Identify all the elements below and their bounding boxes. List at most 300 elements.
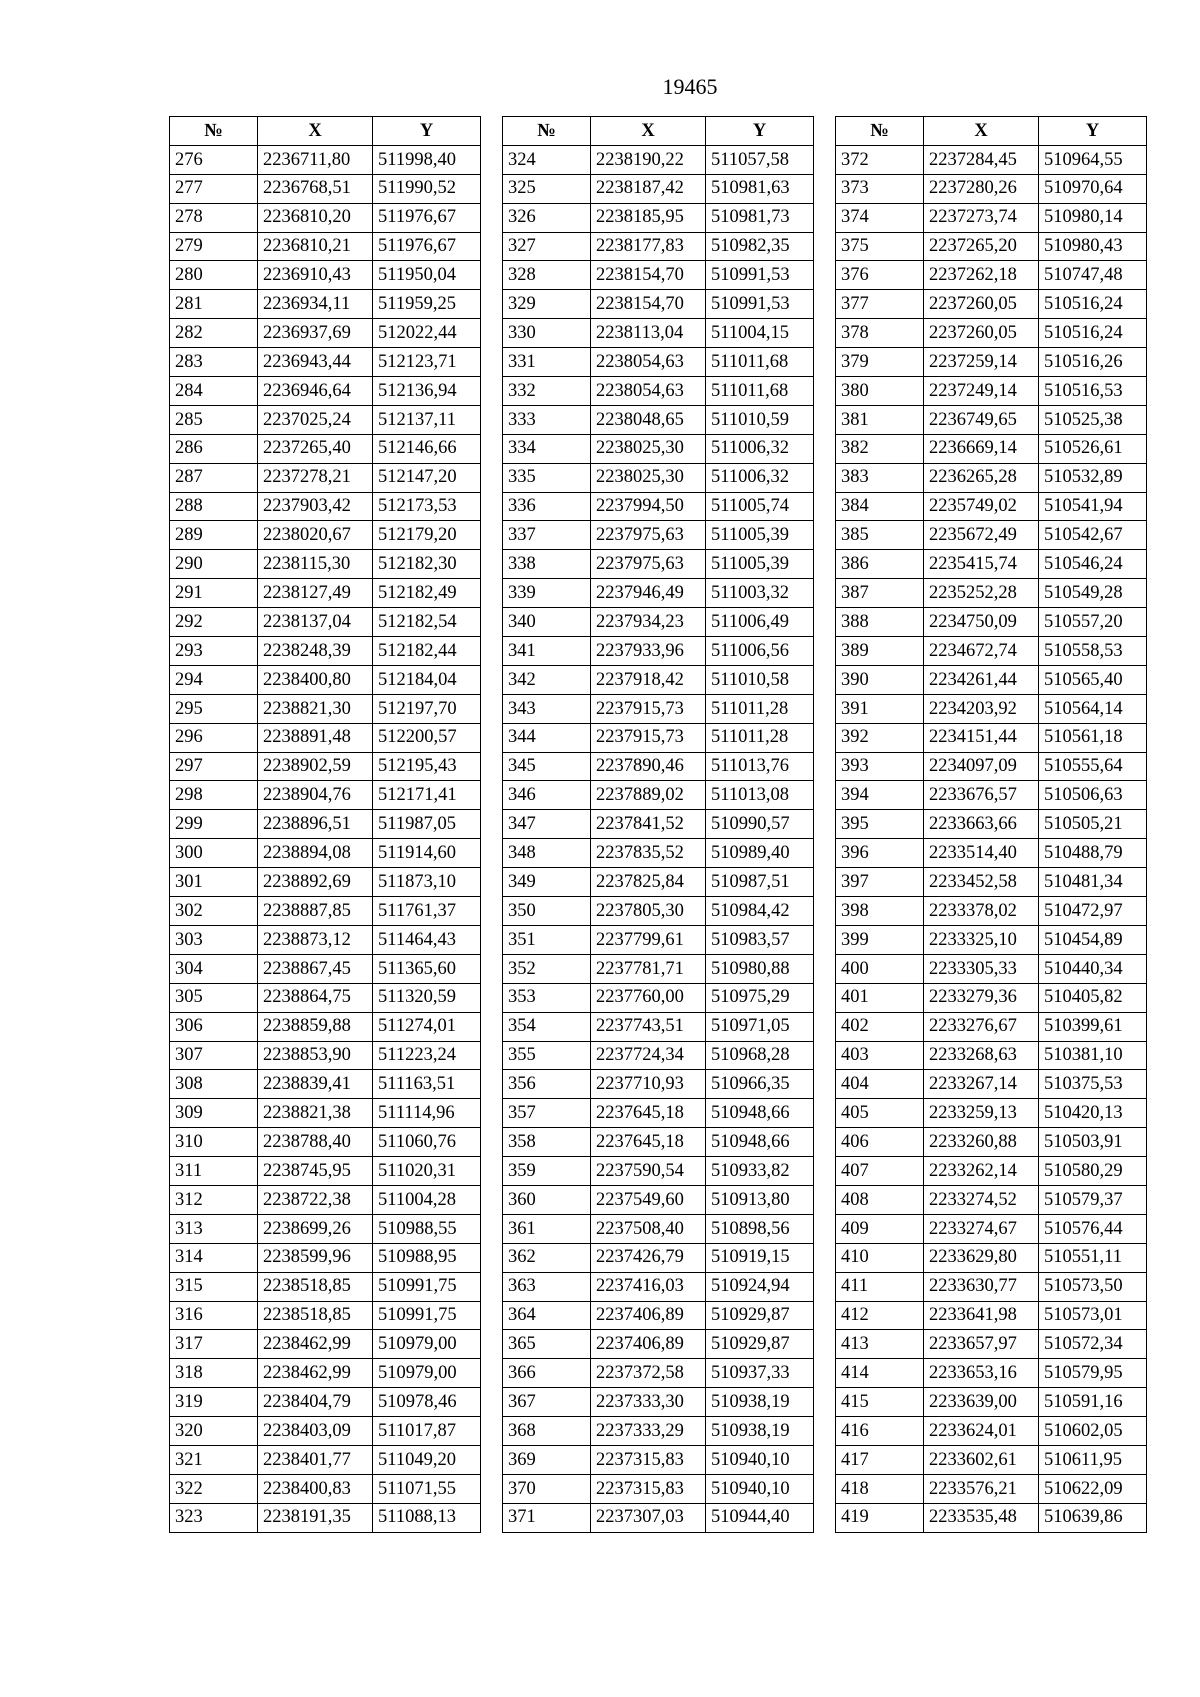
point-number-cell: 300 bbox=[170, 839, 258, 868]
point-number-cell: 333 bbox=[503, 405, 591, 434]
table-header-row bbox=[836, 117, 1147, 146]
x-coordinate-cell: 2233276,67 bbox=[924, 1012, 1039, 1041]
point-number-cell: 286 bbox=[170, 434, 258, 463]
y-coordinate-cell: 512182,30 bbox=[373, 550, 481, 579]
x-coordinate-cell: 2237805,30 bbox=[591, 897, 706, 926]
y-coordinate-cell: 512179,20 bbox=[373, 521, 481, 550]
point-number-cell: 366 bbox=[503, 1359, 591, 1388]
point-number-cell: 409 bbox=[836, 1214, 924, 1243]
y-coordinate-cell: 510454,89 bbox=[1039, 925, 1147, 954]
y-coordinate-cell: 511011,28 bbox=[706, 694, 814, 723]
table-row bbox=[836, 1330, 1147, 1359]
x-coordinate-cell: 2238185,95 bbox=[591, 203, 706, 232]
table-row bbox=[836, 925, 1147, 954]
point-number-cell: 383 bbox=[836, 463, 924, 492]
x-coordinate-cell: 2237406,89 bbox=[591, 1301, 706, 1330]
x-coordinate-cell: 2237315,83 bbox=[591, 1445, 706, 1474]
y-coordinate-cell: 510516,24 bbox=[1039, 290, 1147, 319]
y-coordinate-cell: 510565,40 bbox=[1039, 665, 1147, 694]
x-coordinate-cell: 2234203,92 bbox=[924, 694, 1039, 723]
y-coordinate-cell: 512171,41 bbox=[373, 781, 481, 810]
point-number-cell: 283 bbox=[170, 348, 258, 377]
y-coordinate-cell: 511004,28 bbox=[373, 1185, 481, 1214]
table-row bbox=[170, 868, 481, 897]
x-coordinate-cell: 2237249,14 bbox=[924, 377, 1039, 406]
table-row bbox=[503, 1388, 814, 1417]
x-coordinate-cell: 2237645,18 bbox=[591, 1128, 706, 1157]
y-coordinate-cell: 510989,40 bbox=[706, 839, 814, 868]
y-coordinate-cell: 511088,13 bbox=[373, 1503, 481, 1532]
table-row bbox=[503, 232, 814, 261]
table-row bbox=[836, 434, 1147, 463]
table-row bbox=[503, 261, 814, 290]
x-coordinate-cell: 2238904,76 bbox=[258, 781, 373, 810]
point-number-cell: 337 bbox=[503, 521, 591, 550]
y-coordinate-cell: 510580,29 bbox=[1039, 1157, 1147, 1186]
table-row bbox=[503, 290, 814, 319]
x-coordinate-cell: 2237934,23 bbox=[591, 608, 706, 637]
point-number-cell: 385 bbox=[836, 521, 924, 550]
y-coordinate-cell: 511365,60 bbox=[373, 954, 481, 983]
y-coordinate-cell: 510982,35 bbox=[706, 232, 814, 261]
table-row bbox=[503, 1272, 814, 1301]
y-coordinate-cell: 510472,97 bbox=[1039, 897, 1147, 926]
table-row bbox=[170, 1243, 481, 1272]
point-number-cell: 345 bbox=[503, 752, 591, 781]
x-coordinate-cell: 2235749,02 bbox=[924, 492, 1039, 521]
x-coordinate-cell: 2238864,75 bbox=[258, 983, 373, 1012]
x-coordinate-cell: 2233305,33 bbox=[924, 954, 1039, 983]
table-row bbox=[170, 1474, 481, 1503]
y-coordinate-cell: 510503,91 bbox=[1039, 1128, 1147, 1157]
y-coordinate-cell: 511011,68 bbox=[706, 348, 814, 377]
y-coordinate-cell: 510551,11 bbox=[1039, 1243, 1147, 1272]
table-row bbox=[503, 1157, 814, 1186]
point-number-cell: 352 bbox=[503, 954, 591, 983]
table-row bbox=[836, 608, 1147, 637]
table-row bbox=[503, 1214, 814, 1243]
x-coordinate-cell: 2237590,54 bbox=[591, 1157, 706, 1186]
x-coordinate-cell: 2237406,89 bbox=[591, 1330, 706, 1359]
table-row bbox=[836, 897, 1147, 926]
x-coordinate-cell: 2238054,63 bbox=[591, 348, 706, 377]
x-coordinate-cell: 2233259,13 bbox=[924, 1099, 1039, 1128]
x-coordinate-cell: 2238154,70 bbox=[591, 261, 706, 290]
y-coordinate-cell: 511017,87 bbox=[373, 1417, 481, 1446]
x-coordinate-cell: 2237994,50 bbox=[591, 492, 706, 521]
y-coordinate-cell: 510549,28 bbox=[1039, 579, 1147, 608]
table-row bbox=[503, 925, 814, 954]
table-row bbox=[170, 579, 481, 608]
y-coordinate-cell: 510747,48 bbox=[1039, 261, 1147, 290]
x-coordinate-cell: 2234097,09 bbox=[924, 752, 1039, 781]
x-coordinate-cell: 2238401,77 bbox=[258, 1445, 373, 1474]
x-coordinate-cell: 2238127,49 bbox=[258, 579, 373, 608]
table-row bbox=[503, 608, 814, 637]
table-row bbox=[170, 377, 481, 406]
x-coordinate-cell: 2233576,21 bbox=[924, 1474, 1039, 1503]
table-row bbox=[836, 319, 1147, 348]
y-coordinate-cell: 511320,59 bbox=[373, 983, 481, 1012]
y-coordinate-cell: 510591,16 bbox=[1039, 1388, 1147, 1417]
y-coordinate-cell: 512137,11 bbox=[373, 405, 481, 434]
table-row bbox=[503, 1185, 814, 1214]
y-coordinate-cell: 510405,82 bbox=[1039, 983, 1147, 1012]
y-coordinate-cell: 510987,51 bbox=[706, 868, 814, 897]
table-row bbox=[170, 1301, 481, 1330]
y-coordinate-cell: 512146,66 bbox=[373, 434, 481, 463]
x-coordinate-cell: 2233260,88 bbox=[924, 1128, 1039, 1157]
x-coordinate-cell: 2238839,41 bbox=[258, 1070, 373, 1099]
point-number-cell: 347 bbox=[503, 810, 591, 839]
coordinates-table-2 bbox=[502, 116, 814, 1533]
y-coordinate-cell: 512195,43 bbox=[373, 752, 481, 781]
x-coordinate-cell: 2236669,14 bbox=[924, 434, 1039, 463]
x-coordinate-cell: 2236937,69 bbox=[258, 319, 373, 348]
x-coordinate-cell: 2237933,96 bbox=[591, 637, 706, 666]
point-number-cell: 289 bbox=[170, 521, 258, 550]
table-row bbox=[836, 1012, 1147, 1041]
point-number-cell: 357 bbox=[503, 1099, 591, 1128]
x-coordinate-cell: 2238115,30 bbox=[258, 550, 373, 579]
y-coordinate-cell: 510440,34 bbox=[1039, 954, 1147, 983]
table-row bbox=[836, 290, 1147, 319]
table-row bbox=[503, 781, 814, 810]
x-coordinate-cell: 2238902,59 bbox=[258, 752, 373, 781]
x-coordinate-cell: 2236943,44 bbox=[258, 348, 373, 377]
number-column-header: № bbox=[836, 117, 924, 146]
y-coordinate-cell: 511976,67 bbox=[373, 203, 481, 232]
table-row bbox=[170, 463, 481, 492]
table-row bbox=[836, 1474, 1147, 1503]
x-coordinate-cell: 2238113,04 bbox=[591, 319, 706, 348]
point-number-cell: 367 bbox=[503, 1388, 591, 1417]
x-coordinate-cell: 2237743,51 bbox=[591, 1012, 706, 1041]
x-coordinate-cell: 2233267,14 bbox=[924, 1070, 1039, 1099]
table-row bbox=[503, 377, 814, 406]
table-row bbox=[503, 1503, 814, 1532]
point-number-cell: 406 bbox=[836, 1128, 924, 1157]
y-coordinate-cell: 511071,55 bbox=[373, 1474, 481, 1503]
table-row bbox=[836, 579, 1147, 608]
table-row bbox=[503, 550, 814, 579]
table-row bbox=[503, 868, 814, 897]
point-number-cell: 395 bbox=[836, 810, 924, 839]
table-row bbox=[503, 1128, 814, 1157]
point-number-cell: 348 bbox=[503, 839, 591, 868]
table-row bbox=[170, 232, 481, 261]
point-number-cell: 402 bbox=[836, 1012, 924, 1041]
x-coordinate-cell: 2233663,66 bbox=[924, 810, 1039, 839]
table-row bbox=[503, 434, 814, 463]
y-coordinate-cell: 511006,49 bbox=[706, 608, 814, 637]
point-number-cell: 382 bbox=[836, 434, 924, 463]
point-number-cell: 368 bbox=[503, 1417, 591, 1446]
x-coordinate-cell: 2237025,24 bbox=[258, 405, 373, 434]
point-number-cell: 411 bbox=[836, 1272, 924, 1301]
point-number-cell: 341 bbox=[503, 637, 591, 666]
y-coordinate-cell: 510937,33 bbox=[706, 1359, 814, 1388]
point-number-cell: 276 bbox=[170, 145, 258, 174]
point-number-cell: 297 bbox=[170, 752, 258, 781]
point-number-cell: 365 bbox=[503, 1330, 591, 1359]
table-row bbox=[836, 665, 1147, 694]
y-column-header: Y bbox=[706, 117, 814, 146]
y-column-header: Y bbox=[373, 117, 481, 146]
table-row bbox=[503, 1041, 814, 1070]
x-coordinate-cell: 2238891,48 bbox=[258, 723, 373, 752]
x-coordinate-cell: 2237284,45 bbox=[924, 145, 1039, 174]
y-coordinate-cell: 510980,14 bbox=[1039, 203, 1147, 232]
y-coordinate-cell: 511464,43 bbox=[373, 925, 481, 954]
table-row bbox=[503, 1359, 814, 1388]
x-coordinate-cell: 2233676,57 bbox=[924, 781, 1039, 810]
point-number-cell: 380 bbox=[836, 377, 924, 406]
x-coordinate-cell: 2237799,61 bbox=[591, 925, 706, 954]
x-coordinate-cell: 2238248,39 bbox=[258, 637, 373, 666]
x-coordinate-cell: 2235252,28 bbox=[924, 579, 1039, 608]
y-coordinate-cell: 510558,53 bbox=[1039, 637, 1147, 666]
y-coordinate-cell: 512182,54 bbox=[373, 608, 481, 637]
point-number-cell: 323 bbox=[170, 1503, 258, 1532]
y-coordinate-cell: 510944,40 bbox=[706, 1503, 814, 1532]
point-number-cell: 373 bbox=[836, 174, 924, 203]
point-number-cell: 370 bbox=[503, 1474, 591, 1503]
x-coordinate-cell: 2236910,43 bbox=[258, 261, 373, 290]
y-coordinate-cell: 510532,89 bbox=[1039, 463, 1147, 492]
x-coordinate-cell: 2238191,35 bbox=[258, 1503, 373, 1532]
x-coordinate-cell: 2233641,98 bbox=[924, 1301, 1039, 1330]
x-coordinate-cell: 2238187,42 bbox=[591, 174, 706, 203]
table-row bbox=[170, 723, 481, 752]
point-number-cell: 299 bbox=[170, 810, 258, 839]
y-coordinate-cell: 510966,35 bbox=[706, 1070, 814, 1099]
point-number-cell: 302 bbox=[170, 897, 258, 926]
point-number-cell: 369 bbox=[503, 1445, 591, 1474]
x-coordinate-cell: 2237265,40 bbox=[258, 434, 373, 463]
table-row bbox=[170, 1503, 481, 1532]
x-coordinate-cell: 2236749,65 bbox=[924, 405, 1039, 434]
x-coordinate-cell: 2238699,26 bbox=[258, 1214, 373, 1243]
x-coordinate-cell: 2238859,88 bbox=[258, 1012, 373, 1041]
y-coordinate-cell: 511057,58 bbox=[706, 145, 814, 174]
x-coordinate-cell: 2237946,49 bbox=[591, 579, 706, 608]
y-coordinate-cell: 510964,55 bbox=[1039, 145, 1147, 174]
x-coordinate-cell: 2238400,83 bbox=[258, 1474, 373, 1503]
table-row bbox=[170, 925, 481, 954]
table-row bbox=[503, 810, 814, 839]
point-number-cell: 417 bbox=[836, 1445, 924, 1474]
y-coordinate-cell: 510924,94 bbox=[706, 1272, 814, 1301]
y-coordinate-cell: 511990,52 bbox=[373, 174, 481, 203]
point-number-cell: 292 bbox=[170, 608, 258, 637]
table-row bbox=[503, 637, 814, 666]
x-coordinate-cell: 2237835,52 bbox=[591, 839, 706, 868]
point-number-cell: 298 bbox=[170, 781, 258, 810]
x-coordinate-cell: 2237915,73 bbox=[591, 723, 706, 752]
point-number-cell: 307 bbox=[170, 1041, 258, 1070]
table-row bbox=[503, 954, 814, 983]
table-row bbox=[503, 521, 814, 550]
y-coordinate-cell: 510984,42 bbox=[706, 897, 814, 926]
point-number-cell: 393 bbox=[836, 752, 924, 781]
point-number-cell: 284 bbox=[170, 377, 258, 406]
x-coordinate-cell: 2237333,30 bbox=[591, 1388, 706, 1417]
x-coordinate-cell: 2238054,63 bbox=[591, 377, 706, 406]
table-row bbox=[503, 1243, 814, 1272]
x-coordinate-cell: 2238887,85 bbox=[258, 897, 373, 926]
y-coordinate-cell: 510579,37 bbox=[1039, 1185, 1147, 1214]
point-number-cell: 362 bbox=[503, 1243, 591, 1272]
x-coordinate-cell: 2238892,69 bbox=[258, 868, 373, 897]
x-coordinate-cell: 2238137,04 bbox=[258, 608, 373, 637]
point-number-cell: 343 bbox=[503, 694, 591, 723]
x-coordinate-cell: 2233452,58 bbox=[924, 868, 1039, 897]
point-number-cell: 294 bbox=[170, 665, 258, 694]
x-coordinate-cell: 2238154,70 bbox=[591, 290, 706, 319]
table-row bbox=[836, 1503, 1147, 1532]
table-row bbox=[836, 1070, 1147, 1099]
x-column-header: X bbox=[924, 117, 1039, 146]
point-number-cell: 379 bbox=[836, 348, 924, 377]
point-number-cell: 355 bbox=[503, 1041, 591, 1070]
x-coordinate-cell: 2233279,36 bbox=[924, 983, 1039, 1012]
point-number-cell: 317 bbox=[170, 1330, 258, 1359]
y-coordinate-cell: 510991,75 bbox=[373, 1272, 481, 1301]
y-coordinate-cell: 510505,21 bbox=[1039, 810, 1147, 839]
x-coordinate-cell: 2237265,20 bbox=[924, 232, 1039, 261]
table-row bbox=[170, 550, 481, 579]
point-number-cell: 306 bbox=[170, 1012, 258, 1041]
x-coordinate-cell: 2233514,40 bbox=[924, 839, 1039, 868]
table-row bbox=[503, 723, 814, 752]
x-coordinate-cell: 2234151,44 bbox=[924, 723, 1039, 752]
point-number-cell: 315 bbox=[170, 1272, 258, 1301]
table-row bbox=[170, 1359, 481, 1388]
table-row bbox=[503, 1417, 814, 1446]
y-coordinate-cell: 511004,15 bbox=[706, 319, 814, 348]
x-coordinate-cell: 2236810,20 bbox=[258, 203, 373, 232]
x-coordinate-cell: 2237426,79 bbox=[591, 1243, 706, 1272]
table-row bbox=[503, 665, 814, 694]
x-coordinate-cell: 2233602,61 bbox=[924, 1445, 1039, 1474]
table-row bbox=[503, 839, 814, 868]
table-row bbox=[170, 203, 481, 232]
x-coordinate-cell: 2238462,99 bbox=[258, 1359, 373, 1388]
point-number-cell: 316 bbox=[170, 1301, 258, 1330]
x-coordinate-cell: 2233630,77 bbox=[924, 1272, 1039, 1301]
y-coordinate-cell: 511005,39 bbox=[706, 550, 814, 579]
x-coordinate-cell: 2238821,38 bbox=[258, 1099, 373, 1128]
y-coordinate-cell: 510991,75 bbox=[373, 1301, 481, 1330]
table-row bbox=[170, 1185, 481, 1214]
y-coordinate-cell: 511274,01 bbox=[373, 1012, 481, 1041]
y-coordinate-cell: 511003,32 bbox=[706, 579, 814, 608]
y-coordinate-cell: 510481,34 bbox=[1039, 868, 1147, 897]
point-number-cell: 378 bbox=[836, 319, 924, 348]
table-row bbox=[503, 1070, 814, 1099]
table-row bbox=[170, 983, 481, 1012]
table-row bbox=[503, 1012, 814, 1041]
point-number-cell: 339 bbox=[503, 579, 591, 608]
point-number-cell: 388 bbox=[836, 608, 924, 637]
table-row bbox=[170, 1445, 481, 1474]
x-coordinate-cell: 2233639,00 bbox=[924, 1388, 1039, 1417]
point-number-cell: 285 bbox=[170, 405, 258, 434]
table-row bbox=[836, 492, 1147, 521]
number-column-header: № bbox=[503, 117, 591, 146]
table-row bbox=[836, 1185, 1147, 1214]
x-coordinate-cell: 2237841,52 bbox=[591, 810, 706, 839]
point-number-cell: 322 bbox=[170, 1474, 258, 1503]
y-coordinate-cell: 512022,44 bbox=[373, 319, 481, 348]
x-coordinate-cell: 2233262,14 bbox=[924, 1157, 1039, 1186]
x-coordinate-cell: 2238873,12 bbox=[258, 925, 373, 954]
table-row bbox=[170, 1272, 481, 1301]
point-number-cell: 399 bbox=[836, 925, 924, 954]
table-header-row bbox=[503, 117, 814, 146]
table-row bbox=[836, 145, 1147, 174]
point-number-cell: 324 bbox=[503, 145, 591, 174]
y-coordinate-cell: 511914,60 bbox=[373, 839, 481, 868]
y-coordinate-cell: 510979,00 bbox=[373, 1330, 481, 1359]
point-number-cell: 363 bbox=[503, 1272, 591, 1301]
y-coordinate-cell: 510602,05 bbox=[1039, 1417, 1147, 1446]
x-coordinate-cell: 2237333,29 bbox=[591, 1417, 706, 1446]
table-row bbox=[170, 752, 481, 781]
y-coordinate-cell: 510940,10 bbox=[706, 1445, 814, 1474]
point-number-cell: 308 bbox=[170, 1070, 258, 1099]
y-coordinate-cell: 511060,76 bbox=[373, 1128, 481, 1157]
table-row bbox=[836, 1417, 1147, 1446]
x-coordinate-cell: 2233657,97 bbox=[924, 1330, 1039, 1359]
x-coordinate-cell: 2235672,49 bbox=[924, 521, 1039, 550]
y-coordinate-cell: 511959,25 bbox=[373, 290, 481, 319]
point-number-cell: 291 bbox=[170, 579, 258, 608]
point-number-cell: 338 bbox=[503, 550, 591, 579]
table-row bbox=[503, 1099, 814, 1128]
table-row bbox=[503, 694, 814, 723]
x-coordinate-cell: 2238190,22 bbox=[591, 145, 706, 174]
point-number-cell: 301 bbox=[170, 868, 258, 897]
x-coordinate-cell: 2238896,51 bbox=[258, 810, 373, 839]
point-number-cell: 350 bbox=[503, 897, 591, 926]
table-row bbox=[836, 348, 1147, 377]
y-coordinate-cell: 510938,19 bbox=[706, 1417, 814, 1446]
x-coordinate-cell: 2237273,74 bbox=[924, 203, 1039, 232]
point-number-cell: 309 bbox=[170, 1099, 258, 1128]
point-number-cell: 295 bbox=[170, 694, 258, 723]
x-coordinate-cell: 2238894,08 bbox=[258, 839, 373, 868]
y-coordinate-cell: 510898,56 bbox=[706, 1214, 814, 1243]
table-row bbox=[836, 868, 1147, 897]
table-row bbox=[503, 1301, 814, 1330]
point-number-cell: 414 bbox=[836, 1359, 924, 1388]
x-coordinate-cell: 2237280,26 bbox=[924, 174, 1039, 203]
x-coordinate-cell: 2234261,44 bbox=[924, 665, 1039, 694]
x-coordinate-cell: 2237889,02 bbox=[591, 781, 706, 810]
x-coordinate-cell: 2238518,85 bbox=[258, 1301, 373, 1330]
y-column-header: Y bbox=[1039, 117, 1147, 146]
table-row bbox=[170, 261, 481, 290]
table-row bbox=[836, 550, 1147, 579]
y-coordinate-cell: 510983,57 bbox=[706, 925, 814, 954]
y-coordinate-cell: 510971,05 bbox=[706, 1012, 814, 1041]
table-row bbox=[503, 492, 814, 521]
x-coordinate-cell: 2237372,58 bbox=[591, 1359, 706, 1388]
point-number-cell: 321 bbox=[170, 1445, 258, 1474]
y-coordinate-cell: 510375,53 bbox=[1039, 1070, 1147, 1099]
